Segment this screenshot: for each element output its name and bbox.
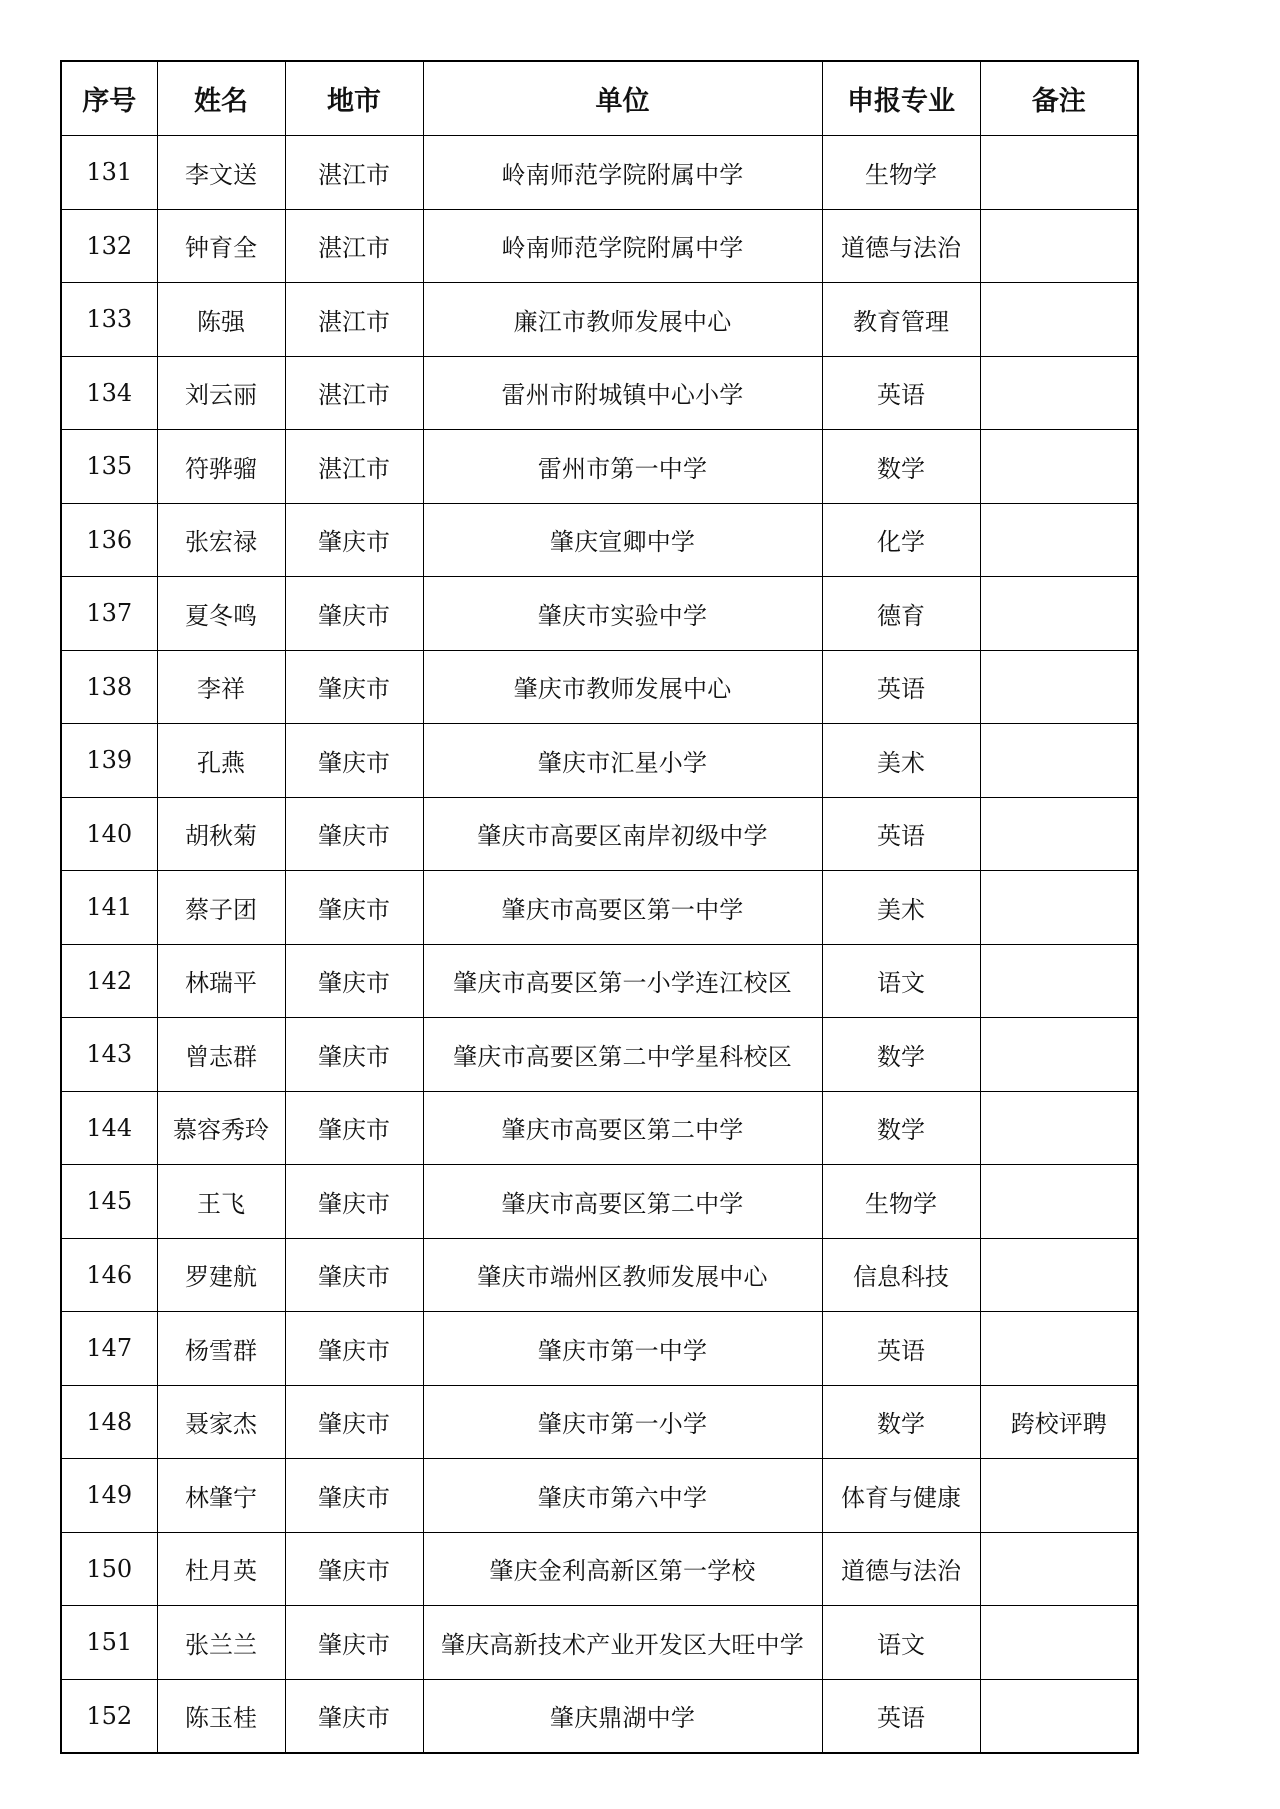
cell-note xyxy=(980,577,1138,651)
cell-no: 150 xyxy=(61,1532,157,1606)
cell-major: 美术 xyxy=(822,871,980,945)
cell-name: 刘云丽 xyxy=(157,356,285,430)
cell-no: 144 xyxy=(61,1091,157,1165)
cell-major: 美术 xyxy=(822,724,980,798)
cell-no: 141 xyxy=(61,871,157,945)
cell-name: 罗建航 xyxy=(157,1238,285,1312)
cell-unit: 肇庆市教师发展中心 xyxy=(423,650,822,724)
cell-unit: 肇庆市高要区第一小学连江校区 xyxy=(423,944,822,1018)
header-name: 姓名 xyxy=(157,61,285,136)
cell-city: 肇庆市 xyxy=(285,1312,423,1386)
cell-no: 145 xyxy=(61,1165,157,1239)
cell-unit: 肇庆金利高新区第一学校 xyxy=(423,1532,822,1606)
cell-unit: 肇庆市端州区教师发展中心 xyxy=(423,1238,822,1312)
cell-major: 化学 xyxy=(822,503,980,577)
cell-note xyxy=(980,430,1138,504)
cell-note xyxy=(980,650,1138,724)
table-row xyxy=(61,1018,1138,1092)
cell-city: 湛江市 xyxy=(285,136,423,210)
cell-no: 147 xyxy=(61,1312,157,1386)
cell-city: 肇庆市 xyxy=(285,1459,423,1533)
cell-major: 数学 xyxy=(822,1385,980,1459)
cell-city: 湛江市 xyxy=(285,209,423,283)
cell-no: 149 xyxy=(61,1459,157,1533)
table-row xyxy=(61,724,1138,798)
cell-unit: 肇庆市第六中学 xyxy=(423,1459,822,1533)
cell-no: 132 xyxy=(61,209,157,283)
cell-unit: 雷州市附城镇中心小学 xyxy=(423,356,822,430)
cell-no: 131 xyxy=(61,136,157,210)
cell-note xyxy=(980,944,1138,1018)
header-no: 序号 xyxy=(61,61,157,136)
cell-name: 孔燕 xyxy=(157,724,285,798)
cell-city: 肇庆市 xyxy=(285,871,423,945)
table-row xyxy=(61,1459,1138,1533)
cell-major: 道德与法治 xyxy=(822,1532,980,1606)
cell-name: 李祥 xyxy=(157,650,285,724)
cell-name: 符骅骝 xyxy=(157,430,285,504)
cell-no: 143 xyxy=(61,1018,157,1092)
cell-major: 教育管理 xyxy=(822,283,980,357)
cell-no: 133 xyxy=(61,283,157,357)
table-row xyxy=(61,871,1138,945)
cell-note xyxy=(980,1238,1138,1312)
table-row xyxy=(61,283,1138,357)
cell-city: 肇庆市 xyxy=(285,1018,423,1092)
header-city: 地市 xyxy=(285,61,423,136)
table-row xyxy=(61,577,1138,651)
cell-unit: 岭南师范学院附属中学 xyxy=(423,136,822,210)
header-note: 备注 xyxy=(980,61,1138,136)
cell-unit: 廉江市教师发展中心 xyxy=(423,283,822,357)
cell-note xyxy=(980,871,1138,945)
cell-no: 134 xyxy=(61,356,157,430)
cell-no: 146 xyxy=(61,1238,157,1312)
cell-name: 陈玉桂 xyxy=(157,1679,285,1753)
cell-city: 肇庆市 xyxy=(285,724,423,798)
cell-name: 钟育全 xyxy=(157,209,285,283)
cell-unit: 肇庆市高要区第二中学 xyxy=(423,1165,822,1239)
cell-unit: 肇庆市第一中学 xyxy=(423,1312,822,1386)
cell-note xyxy=(980,797,1138,871)
cell-note xyxy=(980,356,1138,430)
cell-city: 湛江市 xyxy=(285,356,423,430)
cell-no: 140 xyxy=(61,797,157,871)
cell-unit: 肇庆市高要区第一中学 xyxy=(423,871,822,945)
cell-note xyxy=(980,1312,1138,1386)
cell-name: 慕容秀玲 xyxy=(157,1091,285,1165)
cell-note xyxy=(980,724,1138,798)
cell-major: 数学 xyxy=(822,430,980,504)
cell-city: 肇庆市 xyxy=(285,1385,423,1459)
cell-name: 胡秋菊 xyxy=(157,797,285,871)
cell-city: 肇庆市 xyxy=(285,650,423,724)
table-row xyxy=(61,503,1138,577)
cell-name: 张兰兰 xyxy=(157,1606,285,1680)
cell-major: 信息科技 xyxy=(822,1238,980,1312)
header-row xyxy=(61,61,1138,136)
table-row xyxy=(61,209,1138,283)
cell-city: 肇庆市 xyxy=(285,1238,423,1312)
cell-no: 137 xyxy=(61,577,157,651)
cell-major: 英语 xyxy=(822,1312,980,1386)
cell-note xyxy=(980,1165,1138,1239)
cell-city: 肇庆市 xyxy=(285,577,423,651)
cell-no: 135 xyxy=(61,430,157,504)
cell-name: 蔡子团 xyxy=(157,871,285,945)
table-row xyxy=(61,1532,1138,1606)
cell-city: 肇庆市 xyxy=(285,1679,423,1753)
personnel-table xyxy=(60,60,1139,1754)
cell-note xyxy=(980,1091,1138,1165)
cell-major: 数学 xyxy=(822,1091,980,1165)
table-row xyxy=(61,1606,1138,1680)
cell-major: 数学 xyxy=(822,1018,980,1092)
header-unit: 单位 xyxy=(423,61,822,136)
table-row xyxy=(61,136,1138,210)
table-row xyxy=(61,797,1138,871)
table-row xyxy=(61,1091,1138,1165)
cell-name: 曾志群 xyxy=(157,1018,285,1092)
cell-note xyxy=(980,283,1138,357)
cell-major: 英语 xyxy=(822,797,980,871)
cell-note xyxy=(980,1679,1138,1753)
cell-city: 肇庆市 xyxy=(285,1165,423,1239)
cell-major: 英语 xyxy=(822,650,980,724)
cell-name: 杜月英 xyxy=(157,1532,285,1606)
cell-note xyxy=(980,1459,1138,1533)
cell-city: 肇庆市 xyxy=(285,1532,423,1606)
cell-major: 语文 xyxy=(822,1606,980,1680)
table-row xyxy=(61,944,1138,1018)
cell-name: 张宏禄 xyxy=(157,503,285,577)
cell-major: 英语 xyxy=(822,356,980,430)
cell-major: 生物学 xyxy=(822,136,980,210)
cell-unit: 肇庆市高要区第二中学星科校区 xyxy=(423,1018,822,1092)
cell-no: 142 xyxy=(61,944,157,1018)
header-major: 申报专业 xyxy=(822,61,980,136)
cell-unit: 肇庆高新技术产业开发区大旺中学 xyxy=(423,1606,822,1680)
cell-name: 聂家杰 xyxy=(157,1385,285,1459)
cell-name: 杨雪群 xyxy=(157,1312,285,1386)
cell-unit: 岭南师范学院附属中学 xyxy=(423,209,822,283)
table-row xyxy=(61,1312,1138,1386)
cell-name: 王飞 xyxy=(157,1165,285,1239)
cell-name: 林瑞平 xyxy=(157,944,285,1018)
table-row xyxy=(61,356,1138,430)
cell-city: 湛江市 xyxy=(285,430,423,504)
cell-unit: 肇庆鼎湖中学 xyxy=(423,1679,822,1753)
cell-name: 林肇宁 xyxy=(157,1459,285,1533)
cell-no: 138 xyxy=(61,650,157,724)
cell-note: 跨校评聘 xyxy=(980,1385,1138,1459)
table-row xyxy=(61,1165,1138,1239)
cell-major: 语文 xyxy=(822,944,980,1018)
table-row xyxy=(61,650,1138,724)
table-row xyxy=(61,430,1138,504)
cell-unit: 肇庆市高要区南岸初级中学 xyxy=(423,797,822,871)
cell-unit: 肇庆市第一小学 xyxy=(423,1385,822,1459)
cell-unit: 雷州市第一中学 xyxy=(423,430,822,504)
table-row xyxy=(61,1385,1138,1459)
cell-city: 肇庆市 xyxy=(285,797,423,871)
cell-note xyxy=(980,1532,1138,1606)
cell-note xyxy=(980,1018,1138,1092)
cell-city: 湛江市 xyxy=(285,283,423,357)
cell-no: 151 xyxy=(61,1606,157,1680)
table-row xyxy=(61,1238,1138,1312)
cell-unit: 肇庆市高要区第二中学 xyxy=(423,1091,822,1165)
cell-note xyxy=(980,1606,1138,1680)
table-body xyxy=(61,136,1138,1754)
cell-no: 136 xyxy=(61,503,157,577)
cell-no: 139 xyxy=(61,724,157,798)
cell-major: 生物学 xyxy=(822,1165,980,1239)
cell-note xyxy=(980,209,1138,283)
cell-city: 肇庆市 xyxy=(285,1091,423,1165)
cell-city: 肇庆市 xyxy=(285,1606,423,1680)
cell-unit: 肇庆市汇星小学 xyxy=(423,724,822,798)
cell-note xyxy=(980,136,1138,210)
table-row xyxy=(61,1679,1138,1753)
cell-city: 肇庆市 xyxy=(285,944,423,1018)
cell-major: 德育 xyxy=(822,577,980,651)
cell-unit: 肇庆宣卿中学 xyxy=(423,503,822,577)
cell-city: 肇庆市 xyxy=(285,503,423,577)
cell-unit: 肇庆市实验中学 xyxy=(423,577,822,651)
cell-name: 夏冬鸣 xyxy=(157,577,285,651)
cell-note xyxy=(980,503,1138,577)
cell-major: 英语 xyxy=(822,1679,980,1753)
cell-no: 152 xyxy=(61,1679,157,1753)
table-header xyxy=(61,61,1138,136)
cell-name: 李文送 xyxy=(157,136,285,210)
cell-major: 道德与法治 xyxy=(822,209,980,283)
cell-name: 陈强 xyxy=(157,283,285,357)
cell-no: 148 xyxy=(61,1385,157,1459)
cell-major: 体育与健康 xyxy=(822,1459,980,1533)
